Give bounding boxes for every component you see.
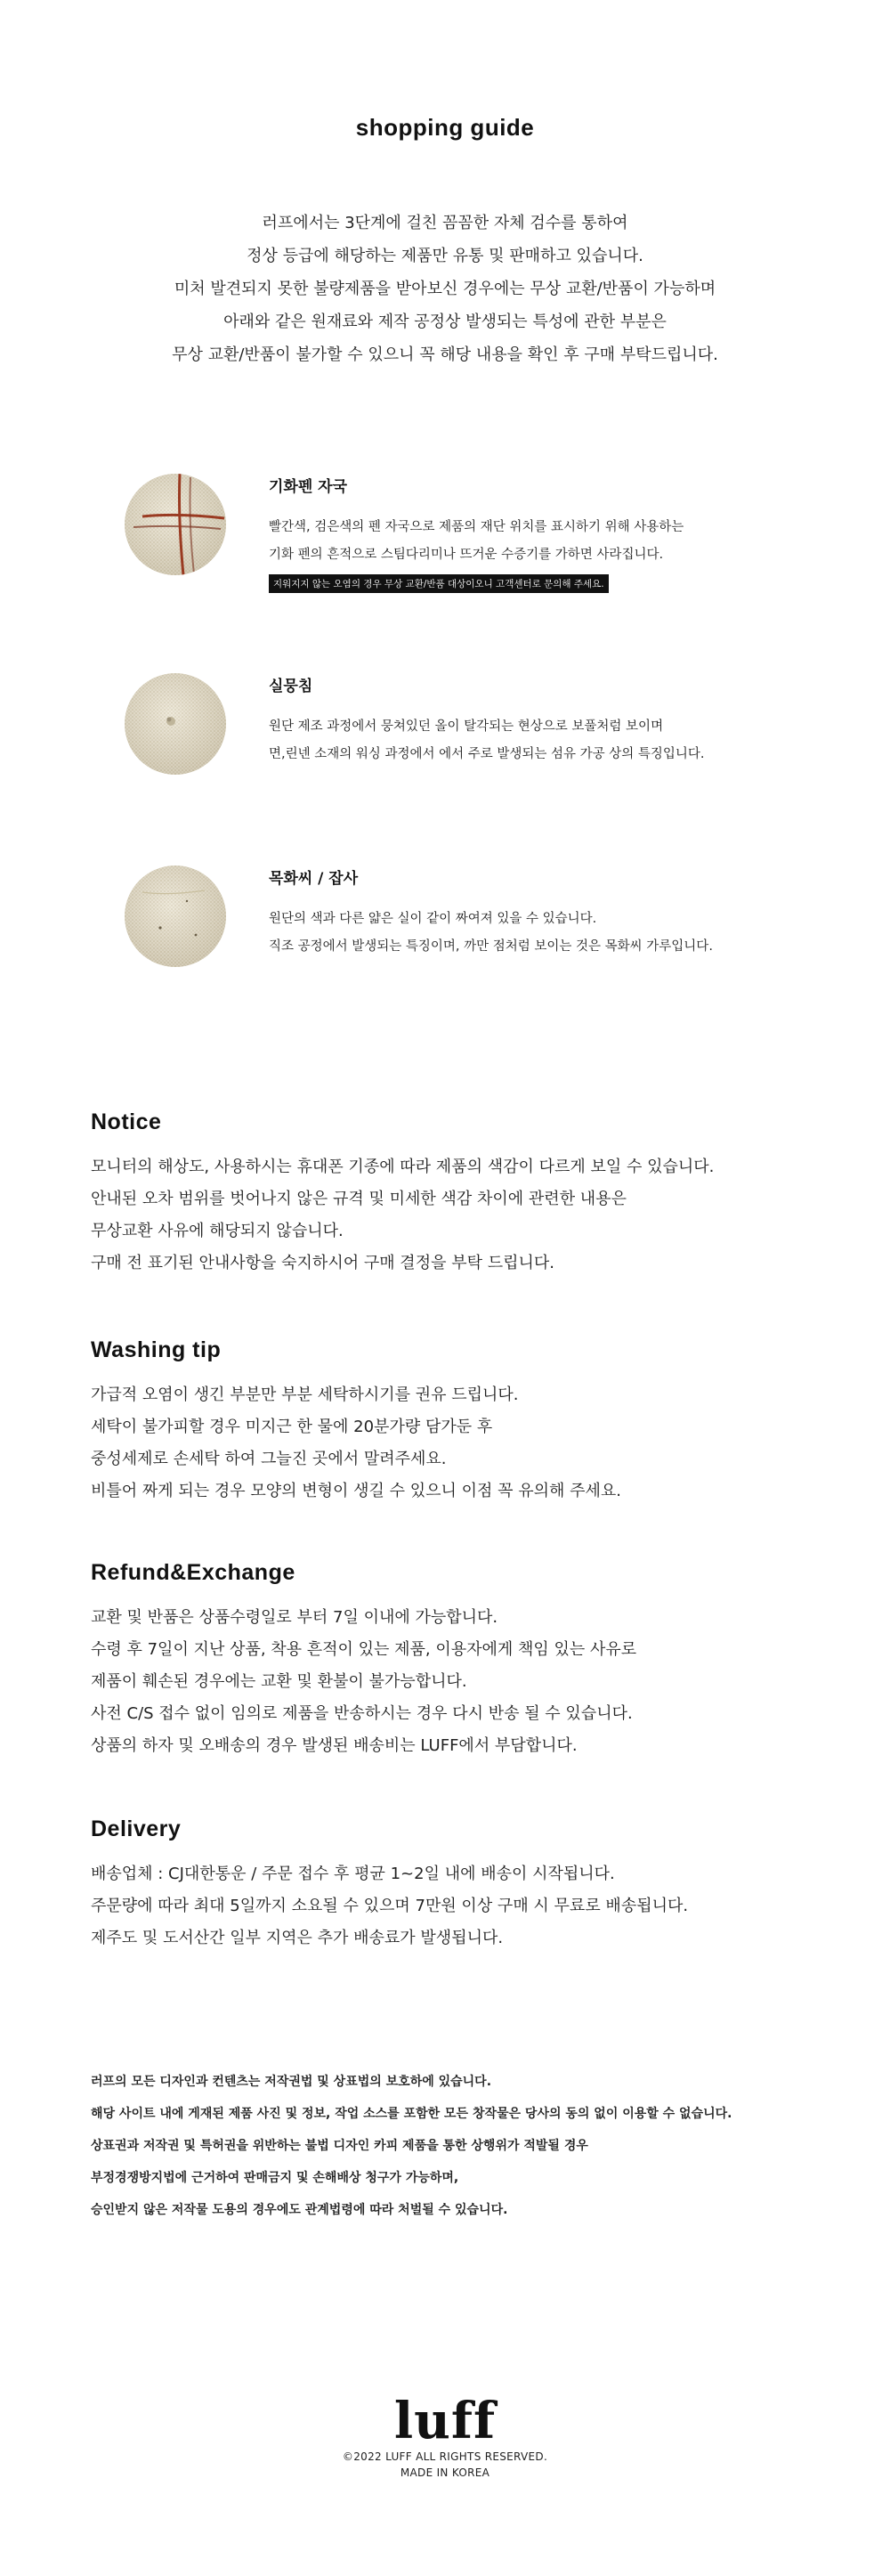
washing-line: 비틀어 짜게 되는 경우 모양의 변형이 생길 수 있으니 이점 꼭 유의해 주세요. [91,1482,622,1500]
legal-line: 상표권과 저작권 및 특허권을 위반하는 불법 디자인 카피 제품을 통한 상행위가 적발될 경우 [91,2139,588,2153]
made-in-text: MADE IN KOREA [400,2466,490,2479]
item-description [269,906,803,961]
item-title: 목화씨 / 잡사 [269,870,359,888]
notice-line: 안내된 오차 범위를 벗어나지 않은 규격 및 미세한 색감 차이에 관련한 내용은 [91,1190,627,1208]
footer [0,2393,890,2481]
warning-badge: 지워지지 않는 오염의 경우 무상 교환/반품 대상이오니 고객센터로 문의해 주세요. [269,574,609,593]
legal-line: 해당 사이트 내에 게재된 제품 사진 및 정보, 작업 소스를 포함한 모든 창작물은 당사의 동의 없이 이용할 수 없습니다. [91,2107,732,2121]
copyright-text: ©2022 LUFF ALL RIGHTS RESERVED. [342,2450,548,2463]
legal-line: 부정경쟁방지법에 근거하여 판매금지 및 손해배상 청구가 가능하며, [91,2171,459,2185]
delivery-line: 주문량에 따라 최대 5일까지 소요될 수 있으며 7만원 이상 구매 시 무료로 배송됩니다. [91,1897,689,1915]
washing-tip-heading: Washing tip [91,1337,222,1362]
item-description [269,514,803,593]
guide-item-pen-mark [125,474,801,607]
refund-line: 수령 후 7일이 지난 상품, 착용 흔적이 있는 제품, 이용자에게 책임 있는 사유로 [91,1640,637,1659]
item-desc-line: 원단의 색과 다른 얇은 실이 같이 짜여져 있을 수 있습니다. [269,912,597,926]
intro-line: 무상 교환/반품이 불가할 수 있으니 꼭 해당 내용을 확인 후 구매 부탁드립니다. [172,345,718,364]
guide-intro [0,207,890,371]
legal-notice [91,2066,856,2226]
item-description [269,713,803,768]
fabric-cotton-seed-swatch-icon [125,865,226,967]
intro-line: 미처 발견되지 못한 불량제품을 받아보신 경우에는 무상 교환/반품이 가능하며 [174,280,716,298]
notice-line: 모니터의 해상도, 사용하시는 휴대폰 기종에 따라 제품의 색감이 다르게 보일 수 있습니다. [91,1158,715,1176]
notice-line: 무상교환 사유에 해당되지 않습니다. [91,1222,344,1240]
washing-line: 가급적 오염이 생긴 부분만 부분 세탁하시기를 권유 드립니다. [91,1386,519,1404]
intro-line: 아래와 같은 원재료와 제작 공정상 발생되는 특성에 관한 부분은 [223,313,667,331]
item-title: 실뭉침 [269,678,313,695]
delivery-line: 제주도 및 도서산간 일부 지역은 추가 배송료가 발생됩니다. [91,1929,504,1947]
washing-tip-section [91,1337,821,1507]
item-title: 기화펜 자국 [269,478,348,496]
legal-line: 승인받지 않은 저작물 도용의 경우에도 관계법령에 따라 처벌될 수 있습니다. [91,2203,508,2217]
luff-logo: luff [393,2392,497,2450]
refund-line: 제품이 훼손된 경우에는 교환 및 환불이 불가능합니다. [91,1672,467,1691]
guide-title: shopping guide [355,114,535,141]
item-desc-line: 면,린넨 소재의 워싱 과정에서 에서 주로 발생되는 섬유 가공 상의 특징입니다. [269,747,705,761]
fabric-pilling-swatch-icon [125,673,226,775]
notice-heading: Notice [91,1109,162,1134]
washing-line: 세탁이 불가피할 경우 미지근 한 물에 20분가량 담가둔 후 [91,1418,493,1436]
intro-line: 러프에서는 3단계에 걸친 꼼꼼한 자체 검수를 통하여 [262,214,628,232]
refund-line: 교환 및 반품은 상품수령일로 부터 7일 이내에 가능합니다. [91,1608,498,1627]
refund-exchange-section [91,1560,821,1762]
refund-line: 상품의 하자 및 오배송의 경우 발생된 배송비는 LUFF에서 부담합니다. [91,1736,578,1755]
guide-item-pilling [125,673,801,807]
item-desc-line: 직조 공정에서 발생되는 특징이며, 까만 점처럼 보이는 것은 목화씨 가루입니다. [269,939,713,954]
legal-line: 러프의 모든 디자인과 컨텐츠는 저작권법 및 상표법의 보호하에 있습니다. [91,2075,492,2089]
fabric-pen-mark-swatch-icon [125,474,226,575]
washing-line: 중성세제로 손세탁 하여 그늘진 곳에서 말려주세요. [91,1450,447,1468]
guide-item-cotton-seed [125,865,801,999]
delivery-line: 배송업체 : CJ대한통운 / 주문 접수 후 평균 1~2일 내에 배송이 시작됩니다. [91,1865,615,1883]
refund-exchange-heading: Refund&Exchange [91,1560,295,1585]
refund-line: 사전 C/S 접수 없이 임의로 제품을 반송하시는 경우 다시 반송 될 수 있습니다. [91,1704,633,1723]
item-desc-line: 원단 제조 과정에서 뭉쳐있던 올이 탈각되는 현상으로 보풀처럼 보이며 [269,719,664,734]
item-desc-line: 빨간색, 검은색의 펜 자국으로 제품의 재단 위치를 표시하기 위해 사용하는 [269,520,684,534]
item-desc-line: 기화 펜의 흔적으로 스팀다리미나 뜨거운 수증기를 가하면 사라집니다. [269,548,664,562]
notice-line: 구매 전 표기된 안내사항을 숙지하시어 구매 결정을 부탁 드립니다. [91,1254,554,1272]
delivery-section [91,1816,821,1954]
delivery-heading: Delivery [91,1816,182,1841]
notice-section [91,1109,821,1280]
intro-line: 정상 등급에 해당하는 제품만 유통 및 판매하고 있습니다. [247,247,643,265]
